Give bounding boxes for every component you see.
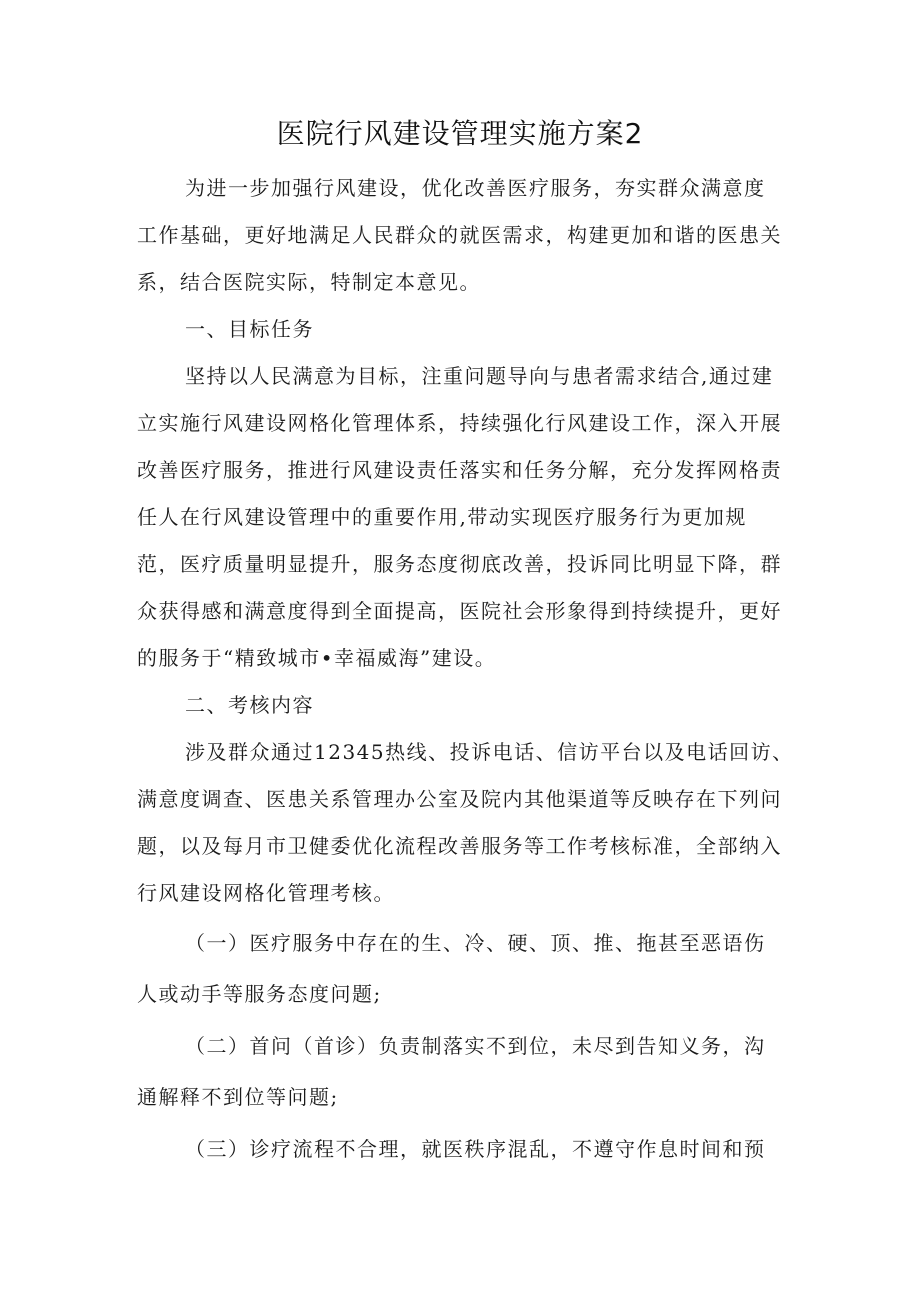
paragraph-line: 系，结合医院实际，特制定本意见。 [137, 270, 481, 294]
section-heading: 二、考核内容 [185, 693, 314, 717]
paragraph-line: 立实施行风建设网格化管理体系，持续强化行风建设工作，深入开展 [137, 411, 782, 435]
paragraph-line: 工作基础，更好地满足人民群众的就医需求，构建更加和谐的医患关 [137, 223, 782, 247]
list-item-line: 通解释不到位等问题; [137, 1085, 339, 1109]
paragraph-line: 满意度调查、医患关系管理办公室及院内其他渠道等反映存在下列问 [137, 787, 782, 811]
section-heading: 一、目标任务 [185, 317, 314, 341]
paragraph-line: 改善医疗服务，推进行风建设责任落实和任务分解，充分发挥网格责 [137, 458, 782, 482]
document-title: 医院行风建设管理实施方案2 [276, 117, 644, 150]
list-item-line: （二）首问（首诊）负责制落实不到位，未尽到告知义务，沟 [185, 1034, 766, 1058]
paragraph-line: 众获得感和满意度得到全面提高，医院社会形象得到持续提升，更好 [137, 599, 782, 623]
paragraph-line: 任人在行风建设管理中的重要作用,带动实现医疗服务行为更加规 [137, 505, 747, 529]
list-item-line: 人或动手等服务态度问题; [137, 982, 382, 1006]
paragraph-line: 为进一步加强行风建设，优化改善医疗服务，夯实群众满意度 [185, 176, 766, 200]
paragraph-line: 行风建设网格化管理考核。 [137, 881, 395, 905]
list-item-line: （三）诊疗流程不合理，就医秩序混乱，不遵守作息时间和预 [185, 1137, 766, 1161]
paragraph-line: 题，以及每月市卫健委优化流程改善服务等工作考核标准，全部纳入 [137, 834, 782, 858]
paragraph-line: 涉及群众通过12345热线、投诉电话、信访平台以及电话回访、 [185, 740, 794, 764]
paragraph-line: 的服务于“精致城市•幸福威海”建设。 [137, 646, 497, 670]
paragraph-line: 坚持以人民满意为目标，注重问题导向与患者需求结合,通过建 [185, 364, 774, 388]
list-item-line: （一）医疗服务中存在的生、冷、硬、顶、推、拖甚至恶语伤 [185, 931, 766, 955]
paragraph-line: 范，医疗质量明显提升，服务态度彻底改善，投诉同比明显下降，群 [137, 552, 782, 576]
